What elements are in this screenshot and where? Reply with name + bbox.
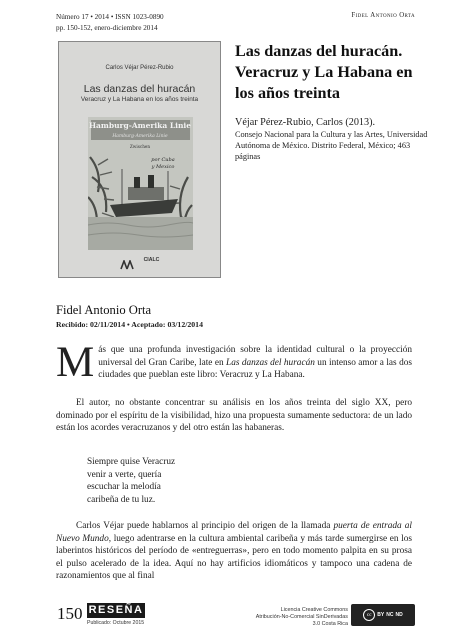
drop-cap: M	[56, 339, 95, 386]
review-author: Fidel Antonio Orta	[56, 303, 152, 317]
unam-logo-icon	[120, 257, 134, 267]
review-title: Las danzas del huracán. Veracruz y La Habana en los años treinta	[235, 42, 413, 102]
cover-author: Carlos Véjar Pérez-Rubio	[105, 65, 174, 71]
cover-logos	[59, 257, 220, 267]
paragraph-1	[56, 339, 412, 386]
page-number: 150	[57, 604, 83, 623]
cover-poster-illustration	[88, 117, 193, 250]
running-author-header: Fidel Antonio Orta	[351, 12, 415, 19]
journal-issue-header	[56, 12, 164, 33]
p1-italic-title: Las danzas del huracán	[226, 357, 315, 368]
poem-line: venir a verte, quería	[87, 469, 162, 480]
p3-text-b: , luego adentrarse en la cultura ambiental caribeña y más tarde sumergirse en los laberintos históricos del período de «entreguerras», pero en todo momento palpita en su prosa el pulso acelerado de la idea. Aquí no hay artificios idiomáticos y tampoco una cadena de razonamientos que al final	[56, 533, 412, 581]
cialc-logo: CIALC	[143, 257, 160, 263]
license-line: 3.0 Costa Rica	[312, 621, 348, 627]
p3-italic-phrase: puerta de entrada al Nuevo Mundo	[56, 521, 412, 544]
cc-by-label: BY	[377, 612, 385, 618]
book-reference-main: Véjar Pérez-Rubio, Carlos (2013).	[235, 117, 376, 128]
poster-mexico-text: y Mexico	[151, 164, 175, 170]
book-reference-detail: Consejo Nacional para la Cultura y las Artes, Universidad Autónoma de México. Distrito Federal, México; 463 páginas	[235, 130, 428, 161]
poem-line: caribeña de tu luz.	[87, 494, 156, 505]
cc-nc-label: NC	[386, 612, 394, 618]
book-cover-image	[58, 41, 221, 278]
license-line: Licencia Creative Commons	[280, 607, 348, 613]
poem-verse	[87, 456, 175, 506]
paragraph-3	[56, 520, 412, 583]
paragraph-2: El autor, no obstante concentrar su análisis en los años treinta del siglo XX, pero dominado por el espíritu de la visibilidad, hizo una propuesta sumamente seductora: de un lado están los acordes veracruzanos y del otro están las habaneras.	[56, 398, 412, 433]
cover-title-main: Las danzas del huracán	[83, 83, 196, 95]
poster-title-text: Hamburg-Amerika Linie	[88, 121, 192, 130]
license-line: Atribución-No-Comercial SinDerivadas	[255, 614, 348, 620]
publication-date: Publicado: Octubre 2015	[87, 620, 145, 626]
p3-text-a: Carlos Véjar puede hablarnos al principio del origen de la llamada	[76, 521, 334, 531]
poem-line: escuchar la melodía	[87, 482, 161, 492]
license-text	[256, 607, 348, 628]
poster-subtitle-text: Hamburg-Amerika Linie	[112, 134, 168, 139]
journal-logo: RESEÑA	[88, 604, 144, 616]
poster-cuba-text: por Cuba	[151, 157, 175, 163]
cover-title	[59, 83, 220, 104]
received-accepted-dates: Recibido: 02/11/2014 • Aceptado: 03/12/2014	[56, 320, 203, 329]
poem-line: Siempre quise Veracruz	[87, 457, 176, 467]
poster-ship-art	[88, 117, 193, 250]
cc-icon: cc	[363, 609, 375, 621]
creative-commons-badge	[351, 604, 415, 626]
p1-text-a: ás que una profunda investigación sobre la identidad cultural o la proyección universal del Gran Caribe, late en	[98, 345, 412, 368]
issue-info: Número 17 • 2014 • ISSN 1023-0890	[56, 13, 164, 21]
poster-between-text: Zwischen	[129, 144, 151, 149]
pages-info: pp. 150-152, enero-diciembre 2014	[56, 23, 158, 32]
p1-text-b: un intenso amor a las dos ciudades que pueblan este libro: Veracruz y La Habana.	[98, 357, 412, 380]
cover-title-sub: Veracruz y La Habana en los años treinta	[80, 96, 199, 103]
cc-nd-label: ND	[395, 612, 403, 618]
